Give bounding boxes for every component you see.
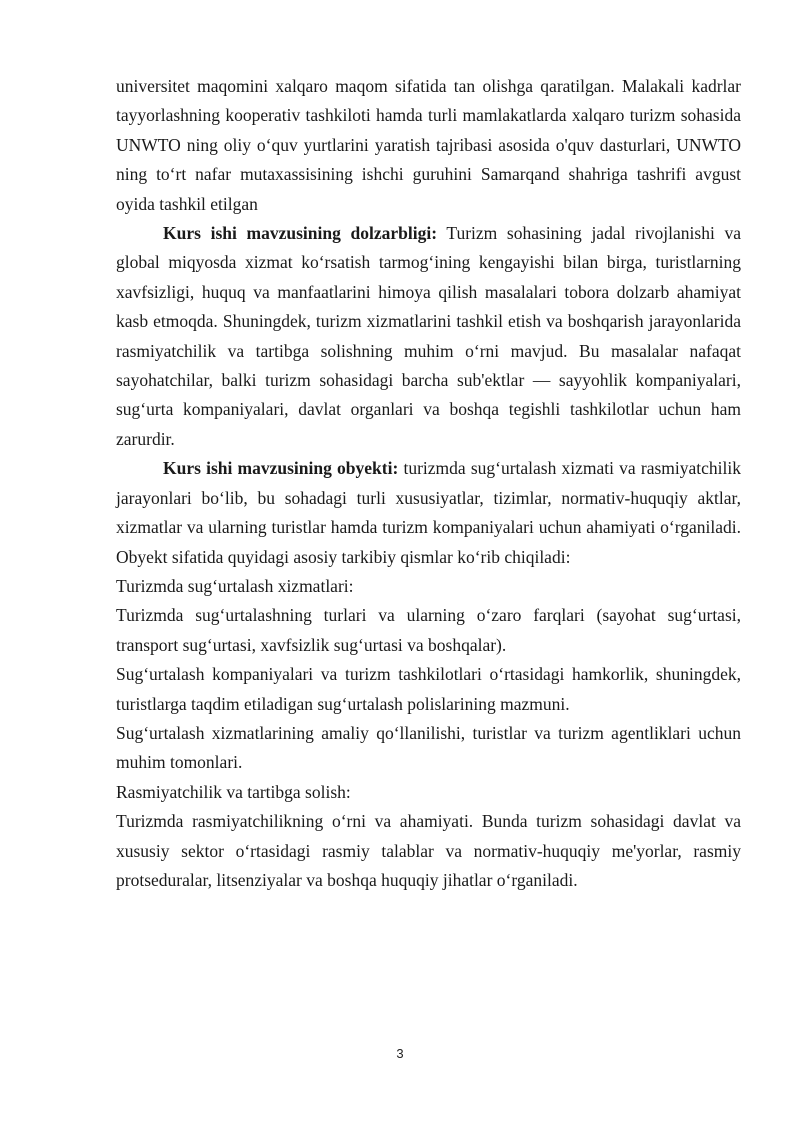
- paragraph-text: Turizmda rasmiyatchilikning o‘rni va ahamiyati. Bunda turizm sohasidagi davlat va xususiy sektor o‘rtasidagi rasmiy talablar va normativ-huquqiy me'yorlar, rasmiy protseduralar, litsenziyalar va boshqa huquqiy jihatlar o‘rganiladi.: [116, 811, 741, 890]
- paragraph-text: turizmda sug‘urtalash xizmati va rasmiyatchilik jarayonlari bo‘lib, bu sohadagi turli xususiyatlar, tizimlar, normativ-huquqiy aktlar, xizmatlar va ularning turistlar hamda turizm kompaniyalari uchun ahamiyati o‘rganiladi. Obyekt sifatida quyidagi asosiy tarkibiy qismlar ko‘rib chiqiladi:: [116, 458, 741, 567]
- paragraph-object: [116, 454, 741, 572]
- paragraph-text: Sug‘urtalash kompaniyalari va turizm tashkilotlari o‘rtasidagi hamkorlik, shuningdek, turistlarga taqdim etiladigan sug‘urtalash polislarining mazmuni.: [116, 664, 741, 714]
- paragraph-text: universitet maqomini xalqaro maqom sifatida tan olishga qaratilgan. Malakali kadrlar tayyorlashning kooperativ tashkiloti hamda turli mamlakatlarda xalqaro turizm sohasida UNWTO ning oliy o‘quv yurtlarini yaratish tajribasi asosida o'quv dasturlari, UNWTO ning to‘rt nafar mutaxassisining ishchi guruhini Samarqand shahriga tashrifi avgust oyida tashkil etilgan: [116, 76, 741, 214]
- paragraph-lead-heading: Kurs ishi mavzusining obyekti:: [163, 458, 399, 479]
- paragraph-text: Rasmiyatchilik va tartibga solish:: [116, 781, 351, 802]
- paragraph-text: Turizmda sug‘urtalash xizmatlari:: [116, 575, 354, 596]
- paragraph-lead-heading: Kurs ishi mavzusining dolzarbligi:: [163, 223, 438, 244]
- paragraph-insurance-types: [116, 601, 741, 660]
- paragraph-relevance: [116, 219, 741, 454]
- paragraph-text: Turizm sohasining jadal rivojlanishi va global miqyosda xizmat ko‘rsatish tarmog‘ining kengayishi bilan birga, turistlarning xavfsizligi, huquq va manfaatlarini himoya qilish masalalari tobora dolzarb ahamiyat kasb etmoqda. Shuningdek, turizm xizmatlarini tashkil etish va boshqarish jarayonlarida rasmiyatchilik va tartibga solishning muhim o‘rni mavjud. Bu masalalar nafaqat sayohatchilar, balki turizm sohasidagi barcha sub'ektlar — sayyohlik kompaniyalari, sug‘urta kompaniyalari, davlat organlari va boshqa tegishli tashkilotlar uchun ham zarurdir.: [116, 223, 742, 449]
- paragraph-intro-continuation: [116, 72, 741, 219]
- paragraph-formality-role: [116, 807, 741, 895]
- paragraph-insurance-cooperation: [116, 660, 741, 719]
- paragraph-insurance-heading: [116, 572, 741, 601]
- document-page: [116, 72, 741, 895]
- paragraph-text: Sug‘urtalash xizmatlarining amaliy qo‘llanilishi, turistlar va turizm agentliklari uchun muhim tomonlari.: [116, 722, 741, 773]
- paragraph-formality-heading: [116, 778, 741, 807]
- page-number: 3: [396, 1046, 404, 1061]
- paragraph-insurance-application: [116, 719, 741, 778]
- paragraph-text: Turizmda sug‘urtalashning turlari va ularning o‘zaro farqlari (sayohat sug‘urtasi, transport sug‘urtasi, xavfsizlik sug‘urtasi va boshqalar).: [116, 605, 741, 655]
